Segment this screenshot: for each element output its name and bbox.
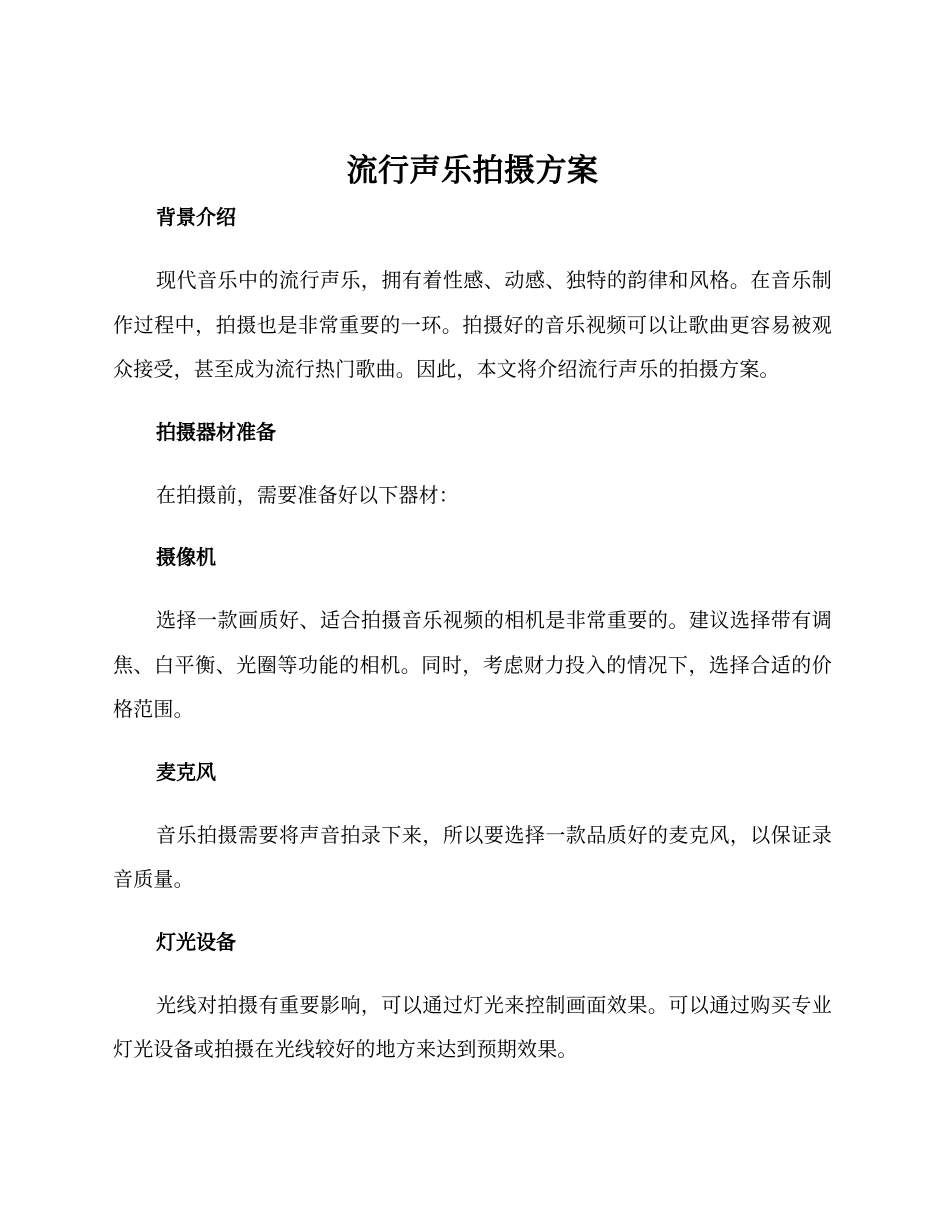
section-microphone xyxy=(113,755,832,925)
section-camera xyxy=(113,540,832,755)
paragraph-camera: 选择一款画质好、适合拍摄音乐视频的相机是非常重要的。建议选择带有调焦、白平衡、光圈等功能的相机。同时，考虑财力投入的情况下，选择合适的价格范围。 xyxy=(113,608,832,721)
paragraph-lighting: 光线对拍摄有重要影响，可以通过灯光来控制画面效果。可以通过购买专业灯光设备或拍摄在光线较好的地方来达到预期效果。 xyxy=(113,992,832,1061)
section-heading-lighting: 灯光设备 xyxy=(156,929,236,954)
paragraph-equipment: 在拍摄前，需要准备好以下器材： xyxy=(156,482,459,507)
section-heading-camera: 摄像机 xyxy=(156,545,216,569)
section-background xyxy=(113,200,832,415)
document-title: 流行声乐拍摄方案 xyxy=(346,153,599,189)
section-heading-microphone: 麦克风 xyxy=(156,759,216,784)
section-heading-equipment: 拍摄器材准备 xyxy=(156,419,276,444)
paragraph-background: 现代音乐中的流行声乐，拥有着性感、动感、独特的韵律和风格。在音乐制作过程中，拍摄也是非常重要的一环。拍摄好的音乐视频可以让歌曲更容易被观众接受，甚至成为流行热门歌曲。因此，本文将介绍流行声乐的拍摄方案。 xyxy=(113,268,832,381)
section-lighting xyxy=(113,925,832,1072)
section-heading-background: 背景介绍 xyxy=(156,205,236,229)
section-equipment xyxy=(113,415,832,541)
paragraph-microphone: 音乐拍摄需要将声音拍录下来，所以要选择一款品质好的麦克风，以保证录音质量。 xyxy=(113,822,832,891)
